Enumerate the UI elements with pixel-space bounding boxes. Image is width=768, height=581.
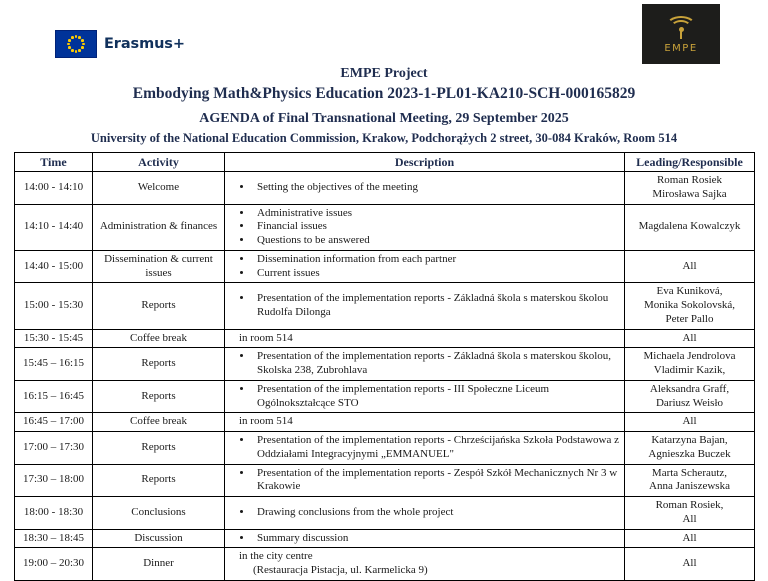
cell-activity: Reports <box>93 464 225 497</box>
eu-flag-icon <box>55 30 97 58</box>
description-bullet: • Financial issues <box>253 220 620 234</box>
responsible-person: All <box>682 557 697 570</box>
responsible-person: Aleksandra Graff, <box>649 382 730 395</box>
cell-description <box>225 464 625 497</box>
cell-activity: Reports <box>93 348 225 381</box>
cell-leading-responsible <box>625 413 755 432</box>
description-bullet: • Presentation of the implementation reports - Zespół Szkół Mechanicznych Nr 3 w Krakowie <box>253 467 620 495</box>
description-text: in room 514 <box>239 415 293 428</box>
cell-time: 17:30 – 18:00 <box>15 464 93 497</box>
description-bullet: • Drawing conclusions from the whole project <box>253 506 620 520</box>
table-row <box>15 283 755 329</box>
description-subtext: (Restauracja Pistacja, ul. Karmelicka 9) <box>253 564 428 576</box>
cell-time: 15:30 - 15:45 <box>15 329 93 348</box>
description-bullet: • Summary discussion <box>253 532 620 546</box>
cell-activity: Reports <box>93 380 225 413</box>
cell-leading-responsible <box>625 464 755 497</box>
cell-description <box>225 250 625 283</box>
cell-leading-responsible <box>625 380 755 413</box>
cell-activity: Conclusions <box>93 497 225 530</box>
column-header-time: Time <box>15 153 93 172</box>
table-row <box>15 380 755 413</box>
cell-leading-responsible <box>625 283 755 329</box>
agenda-table-body <box>15 172 755 581</box>
responsible-person: Mirosława Sajka <box>652 187 727 200</box>
table-row <box>15 413 755 432</box>
document-header <box>0 66 768 146</box>
cell-leading-responsible <box>625 348 755 381</box>
description-bullet-list <box>229 467 620 495</box>
responsible-person: Magdalena Kowalczyk <box>638 220 741 233</box>
eu-stars <box>66 34 86 54</box>
description-bullet-list <box>229 181 620 195</box>
table-row <box>15 250 755 283</box>
cell-time: 14:40 - 15:00 <box>15 250 93 283</box>
table-header-row <box>15 153 755 172</box>
cell-time: 18:00 - 18:30 <box>15 497 93 530</box>
erasmus-logo-label: Erasmus+ <box>104 36 185 52</box>
cell-time: 15:45 – 16:15 <box>15 348 93 381</box>
cell-activity: Dissemination & current issues <box>93 250 225 283</box>
description-bullet: • Presentation of the implementation reports - Základná škola s materskou školou, Skolska 238, Zubrohlava <box>253 350 620 378</box>
cell-activity: Coffee break <box>93 413 225 432</box>
project-title: Embodying Math&Physics Education 2023-1-PL01-KA210-SCH-000165829 <box>132 85 636 102</box>
cell-leading-responsible <box>625 497 755 530</box>
responsible-person: Roman Rosiek, <box>655 499 724 511</box>
column-header-activity: Activity <box>93 153 225 172</box>
description-bullet: • Administrative issues <box>253 207 620 221</box>
cell-description <box>225 172 625 205</box>
description-bullet: • Presentation of the implementation reports - Chrześcijańska Szkoła Podstawowa z Oddziałami Integracyjnymi „EMMANUEL" <box>253 434 620 462</box>
project-line: EMPE Project <box>340 66 428 81</box>
description-bullet-list <box>229 350 620 378</box>
empe-logo-label: EMPE <box>664 42 698 54</box>
responsible-person: All <box>682 531 697 544</box>
cell-description <box>225 204 625 250</box>
cell-leading-responsible <box>625 172 755 205</box>
cell-description <box>225 432 625 465</box>
cell-leading-responsible <box>625 204 755 250</box>
cell-activity: Dinner <box>93 548 225 581</box>
venue-line: University of the National Education Commission, Krakow, Podchorążych 2 street, 30-084 Kraków, Room 514 <box>90 131 678 145</box>
table-row <box>15 548 755 581</box>
cell-description <box>225 548 625 581</box>
table-row <box>15 329 755 348</box>
empe-wifi-icon <box>666 15 696 41</box>
description-bullet: • Dissemination information from each partner <box>253 253 620 267</box>
cell-activity: Administration & finances <box>93 204 225 250</box>
cell-activity: Coffee break <box>93 329 225 348</box>
cell-description <box>225 283 625 329</box>
cell-time: 17:00 – 17:30 <box>15 432 93 465</box>
responsible-person: Roman Rosiek <box>656 174 723 186</box>
responsible-person: Vladimir Kazik, <box>653 364 726 376</box>
cell-time: 14:10 - 14:40 <box>15 204 93 250</box>
cell-time: 19:00 – 20:30 <box>15 548 93 581</box>
cell-description <box>225 413 625 432</box>
cell-time: 18:30 – 18:45 <box>15 529 93 548</box>
responsible-person: Eva Kuniková, <box>656 285 723 298</box>
description-bullet-list <box>229 434 620 462</box>
description-text: in the city centre <box>239 550 313 563</box>
empe-logo <box>642 4 720 64</box>
responsible-person: Peter Pallo <box>665 312 714 325</box>
description-bullet-list <box>229 383 620 411</box>
table-row <box>15 172 755 205</box>
responsible-person: All <box>682 415 697 428</box>
cell-description <box>225 380 625 413</box>
erasmus-logo <box>55 30 185 58</box>
responsible-person: Michaela Jendrolova <box>643 350 736 363</box>
description-bullet: • Current issues <box>253 267 620 281</box>
table-row <box>15 497 755 530</box>
cell-leading-responsible <box>625 548 755 581</box>
cell-time: 16:15 – 16:45 <box>15 380 93 413</box>
cell-activity: Reports <box>93 283 225 329</box>
cell-description <box>225 329 625 348</box>
description-bullet: • Presentation of the implementation reports - Základná škola s materskou školou Rudolfa Dilonga <box>253 292 620 320</box>
responsible-person: Monika Sokolovská, <box>643 299 736 311</box>
description-bullet-list <box>229 207 620 248</box>
responsible-person: Katarzyna Bajan, <box>651 434 728 446</box>
description-bullet: • Setting the objectives of the meeting <box>253 181 620 195</box>
agenda-line: AGENDA of Final Transnational Meeting, 29 September 2025 <box>199 111 569 126</box>
description-bullet: • Questions to be answered <box>253 234 620 248</box>
cell-leading-responsible <box>625 329 755 348</box>
cell-description <box>225 348 625 381</box>
responsible-person: Dariusz Weisło <box>655 396 724 409</box>
description-bullet: • Presentation of the implementation reports - III Społeczne Liceum Ogólnokształcące STO <box>253 383 620 411</box>
description-bullet-list <box>229 253 620 281</box>
cell-activity: Reports <box>93 432 225 465</box>
agenda-table-container <box>14 152 754 581</box>
cell-activity: Welcome <box>93 172 225 205</box>
cell-description <box>225 497 625 530</box>
responsible-person: Agnieszka Buczek <box>648 447 731 460</box>
responsible-person: Anna Janiszewska <box>649 480 730 493</box>
cell-time: 14:00 - 14:10 <box>15 172 93 205</box>
responsible-person: All <box>682 331 697 344</box>
cell-leading-responsible <box>625 250 755 283</box>
responsible-person: All <box>682 512 697 525</box>
column-header-leading: Leading/Responsible <box>625 153 755 172</box>
column-header-description: Description <box>225 153 625 172</box>
cell-time: 15:00 - 15:30 <box>15 283 93 329</box>
cell-leading-responsible <box>625 432 755 465</box>
cell-time: 16:45 – 17:00 <box>15 413 93 432</box>
table-row <box>15 348 755 381</box>
agenda-table <box>14 152 755 581</box>
description-bullet-list <box>229 506 620 520</box>
description-bullet-list <box>229 532 620 546</box>
description-text: in room 514 <box>239 331 293 344</box>
responsible-person: All <box>682 259 697 272</box>
cell-activity: Discussion <box>93 529 225 548</box>
description-bullet-list <box>229 292 620 320</box>
table-row <box>15 432 755 465</box>
table-row <box>15 464 755 497</box>
table-row <box>15 204 755 250</box>
responsible-person: Marta Scherautz, <box>651 466 728 479</box>
